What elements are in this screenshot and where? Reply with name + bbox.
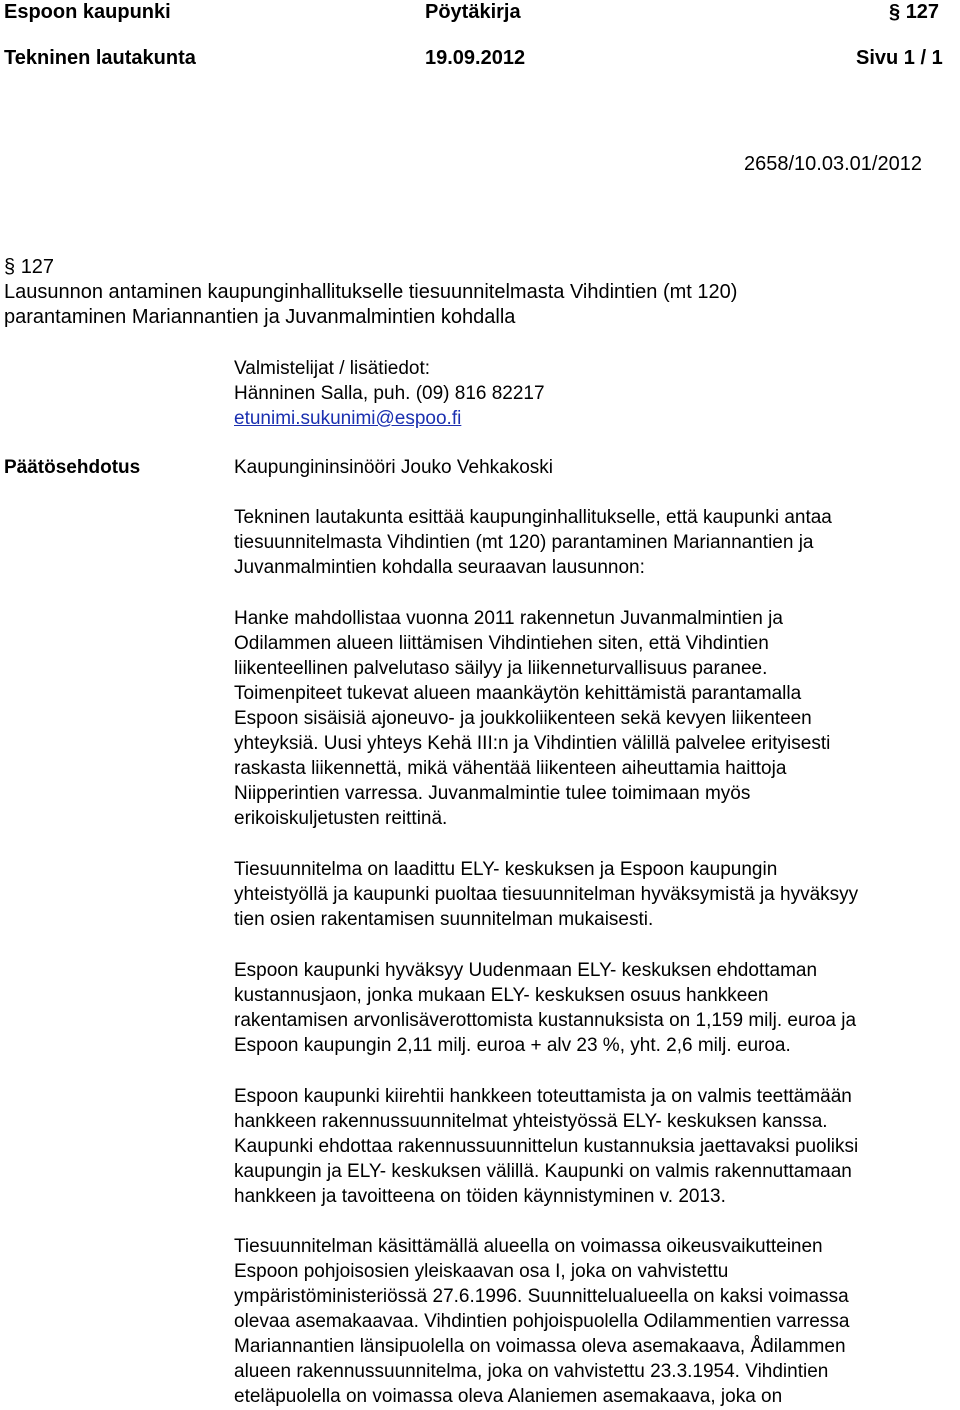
proposal-label: Päätösehdotus [4, 457, 141, 478]
section-title-line: parantaminen Mariannantien ja Juvanmalmintien kohdalla [4, 306, 516, 328]
proposer-name: Kaupungininsinööri Jouko Vehkakoski [234, 457, 553, 478]
paragraph-line: rakentamisen arvonlisäverottomista kustannuksista on 1,159 milj. euroa ja [234, 1010, 857, 1031]
paragraph-line: Espoon kaupunki hyväksyy Uudenmaan ELY- keskuksen ehdottaman [234, 960, 818, 981]
section-title-line: Lausunnon antaminen kaupunginhallitukselle tiesuunnitelmasta Vihdintien (mt 120) [4, 281, 738, 303]
meeting-date: 19.09.2012 [425, 47, 526, 69]
section-number-value: 127 [905, 1, 940, 23]
paragraph-line: olevaa asemakaavaa. Vihdintien pohjoispuolella Odilammentien varressa [234, 1311, 850, 1332]
preparer-name-phone: Hänninen Salla, puh. (09) 816 82217 [234, 383, 545, 404]
paragraph-line: eteläpuolella on voimassa oleva Alaniemen asemakaava, joka on [234, 1386, 783, 1407]
diary-number: 2658/10.03.01/2012 [744, 153, 922, 175]
paragraph-line: Tiesuunnitelma on laadittu ELY- keskuksen ja Espoon kaupungin [234, 859, 778, 880]
paragraph-line: raskasta liikennettä, mikä vähentää liikenteen aiheuttamia haittoja [234, 758, 787, 779]
paragraph-line: Juvanmalmintien kohdalla seuraavan lausunnon: [234, 557, 645, 578]
paragraph-line: kaupungin ja ELY- keskuksen välillä. Kaupunki on valmis rakennuttamaan [234, 1161, 852, 1182]
section-symbol: § [889, 1, 901, 23]
paragraph-line: Hanke mahdollistaa vuonna 2011 rakennetun Juvanmalmintien ja [234, 608, 783, 629]
paragraph-line: Espoon pohjoisosien yleiskaavan osa I, joka on vahvistettu [234, 1261, 729, 1282]
paragraph-line: hankkeen ja tavoitteena on töiden käynnistyminen v. 2013. [234, 1186, 726, 1207]
paragraph-line: yhteistyöllä ja kaupunki puoltaa tiesuunnitelman hyväksymistä ja hyväksyy [234, 884, 859, 905]
paragraph-line: hankkeen rakennussuunnitelmat yhteistyössä ELY- keskuksen kanssa. [234, 1111, 828, 1132]
paragraph-line: kustannusjaon, jonka mukaan ELY- keskuksen osuus hankkeen [234, 985, 769, 1006]
paragraph-line: alueen rakennussuunnitelma, joka on vahvistettu 23.3.1954. Vihdintien [234, 1361, 829, 1382]
page-number: Sivu 1 / 1 [856, 47, 943, 69]
paragraph-line: Espoon kaupungin 2,11 milj. euroa + alv 23 %, yht. 2,6 milj. euroa. [234, 1035, 791, 1056]
section-heading-value: 127 [20, 256, 55, 278]
paragraph-line: erikoiskuljetusten reittinä. [234, 808, 448, 829]
section-heading-number [4, 255, 54, 280]
document-type: Pöytäkirja [425, 1, 521, 23]
paragraph-line: Espoon sisäisiä ajoneuvo- ja joukkoliikenteen sekä kevyen liikenteen [234, 708, 812, 729]
board-name: Tekninen lautakunta [4, 47, 196, 69]
paragraph-line: Niipperintien varressa. Juvanmalmintie tulee toimimaan myös [234, 783, 751, 804]
paragraph [234, 606, 830, 831]
paragraph-line: ympäristöministeriössä 27.6.1996. Suunnittelualueella on kaksi voimassa [234, 1286, 849, 1307]
paragraph [234, 1234, 849, 1409]
paragraph-line: Toimenpiteet tukevat alueen maankäytön kehittämistä parantamalla [234, 683, 802, 704]
paragraph-line: liikenteellinen palvelutaso säilyy ja liikenneturvallisuus paranee. [234, 658, 768, 679]
preparer-label: Valmistelijat / lisätiedot: [234, 358, 431, 379]
paragraph-line: Tiesuunnitelman käsittämällä alueella on voimassa oikeusvaikutteinen [234, 1236, 823, 1257]
paragraph [234, 1084, 858, 1209]
section-symbol: § [4, 256, 16, 278]
paragraph-line: Tekninen lautakunta esittää kaupunginhallitukselle, että kaupunki antaa [234, 507, 832, 528]
paragraph-line: tiesuunnitelmasta Vihdintien (mt 120) parantaminen Mariannantien ja [234, 532, 814, 553]
paragraph-line: Mariannantien länsipuolella on voimassa oleva asemakaava, Ådilammen [234, 1336, 846, 1357]
paragraph [234, 958, 856, 1058]
organization-name: Espoon kaupunki [4, 1, 171, 23]
paragraph-line: tien osien rakentamisen suunnitelman mukaisesti. [234, 909, 654, 930]
preparer-email-link[interactable]: etunimi.sukunimi@espoo.fi [234, 408, 462, 429]
paragraph [234, 505, 832, 580]
paragraph-line: yhteyksiä. Uusi yhteys Kehä III:n ja Vihdintien välillä palvelee erityisesti [234, 733, 831, 754]
paragraph-line: Kaupunki ehdottaa rakennussuunnittelun kustannuksia jaettavaksi puoliksi [234, 1136, 859, 1157]
section-number [889, 0, 939, 24]
paragraph-line: Odilammen alueen liittämisen Vihdintiehen siten, että Vihdintien [234, 633, 769, 654]
paragraph [234, 857, 858, 932]
paragraph-line: Espoon kaupunki kiirehtii hankkeen toteuttamista ja on valmis teettämään [234, 1086, 852, 1107]
